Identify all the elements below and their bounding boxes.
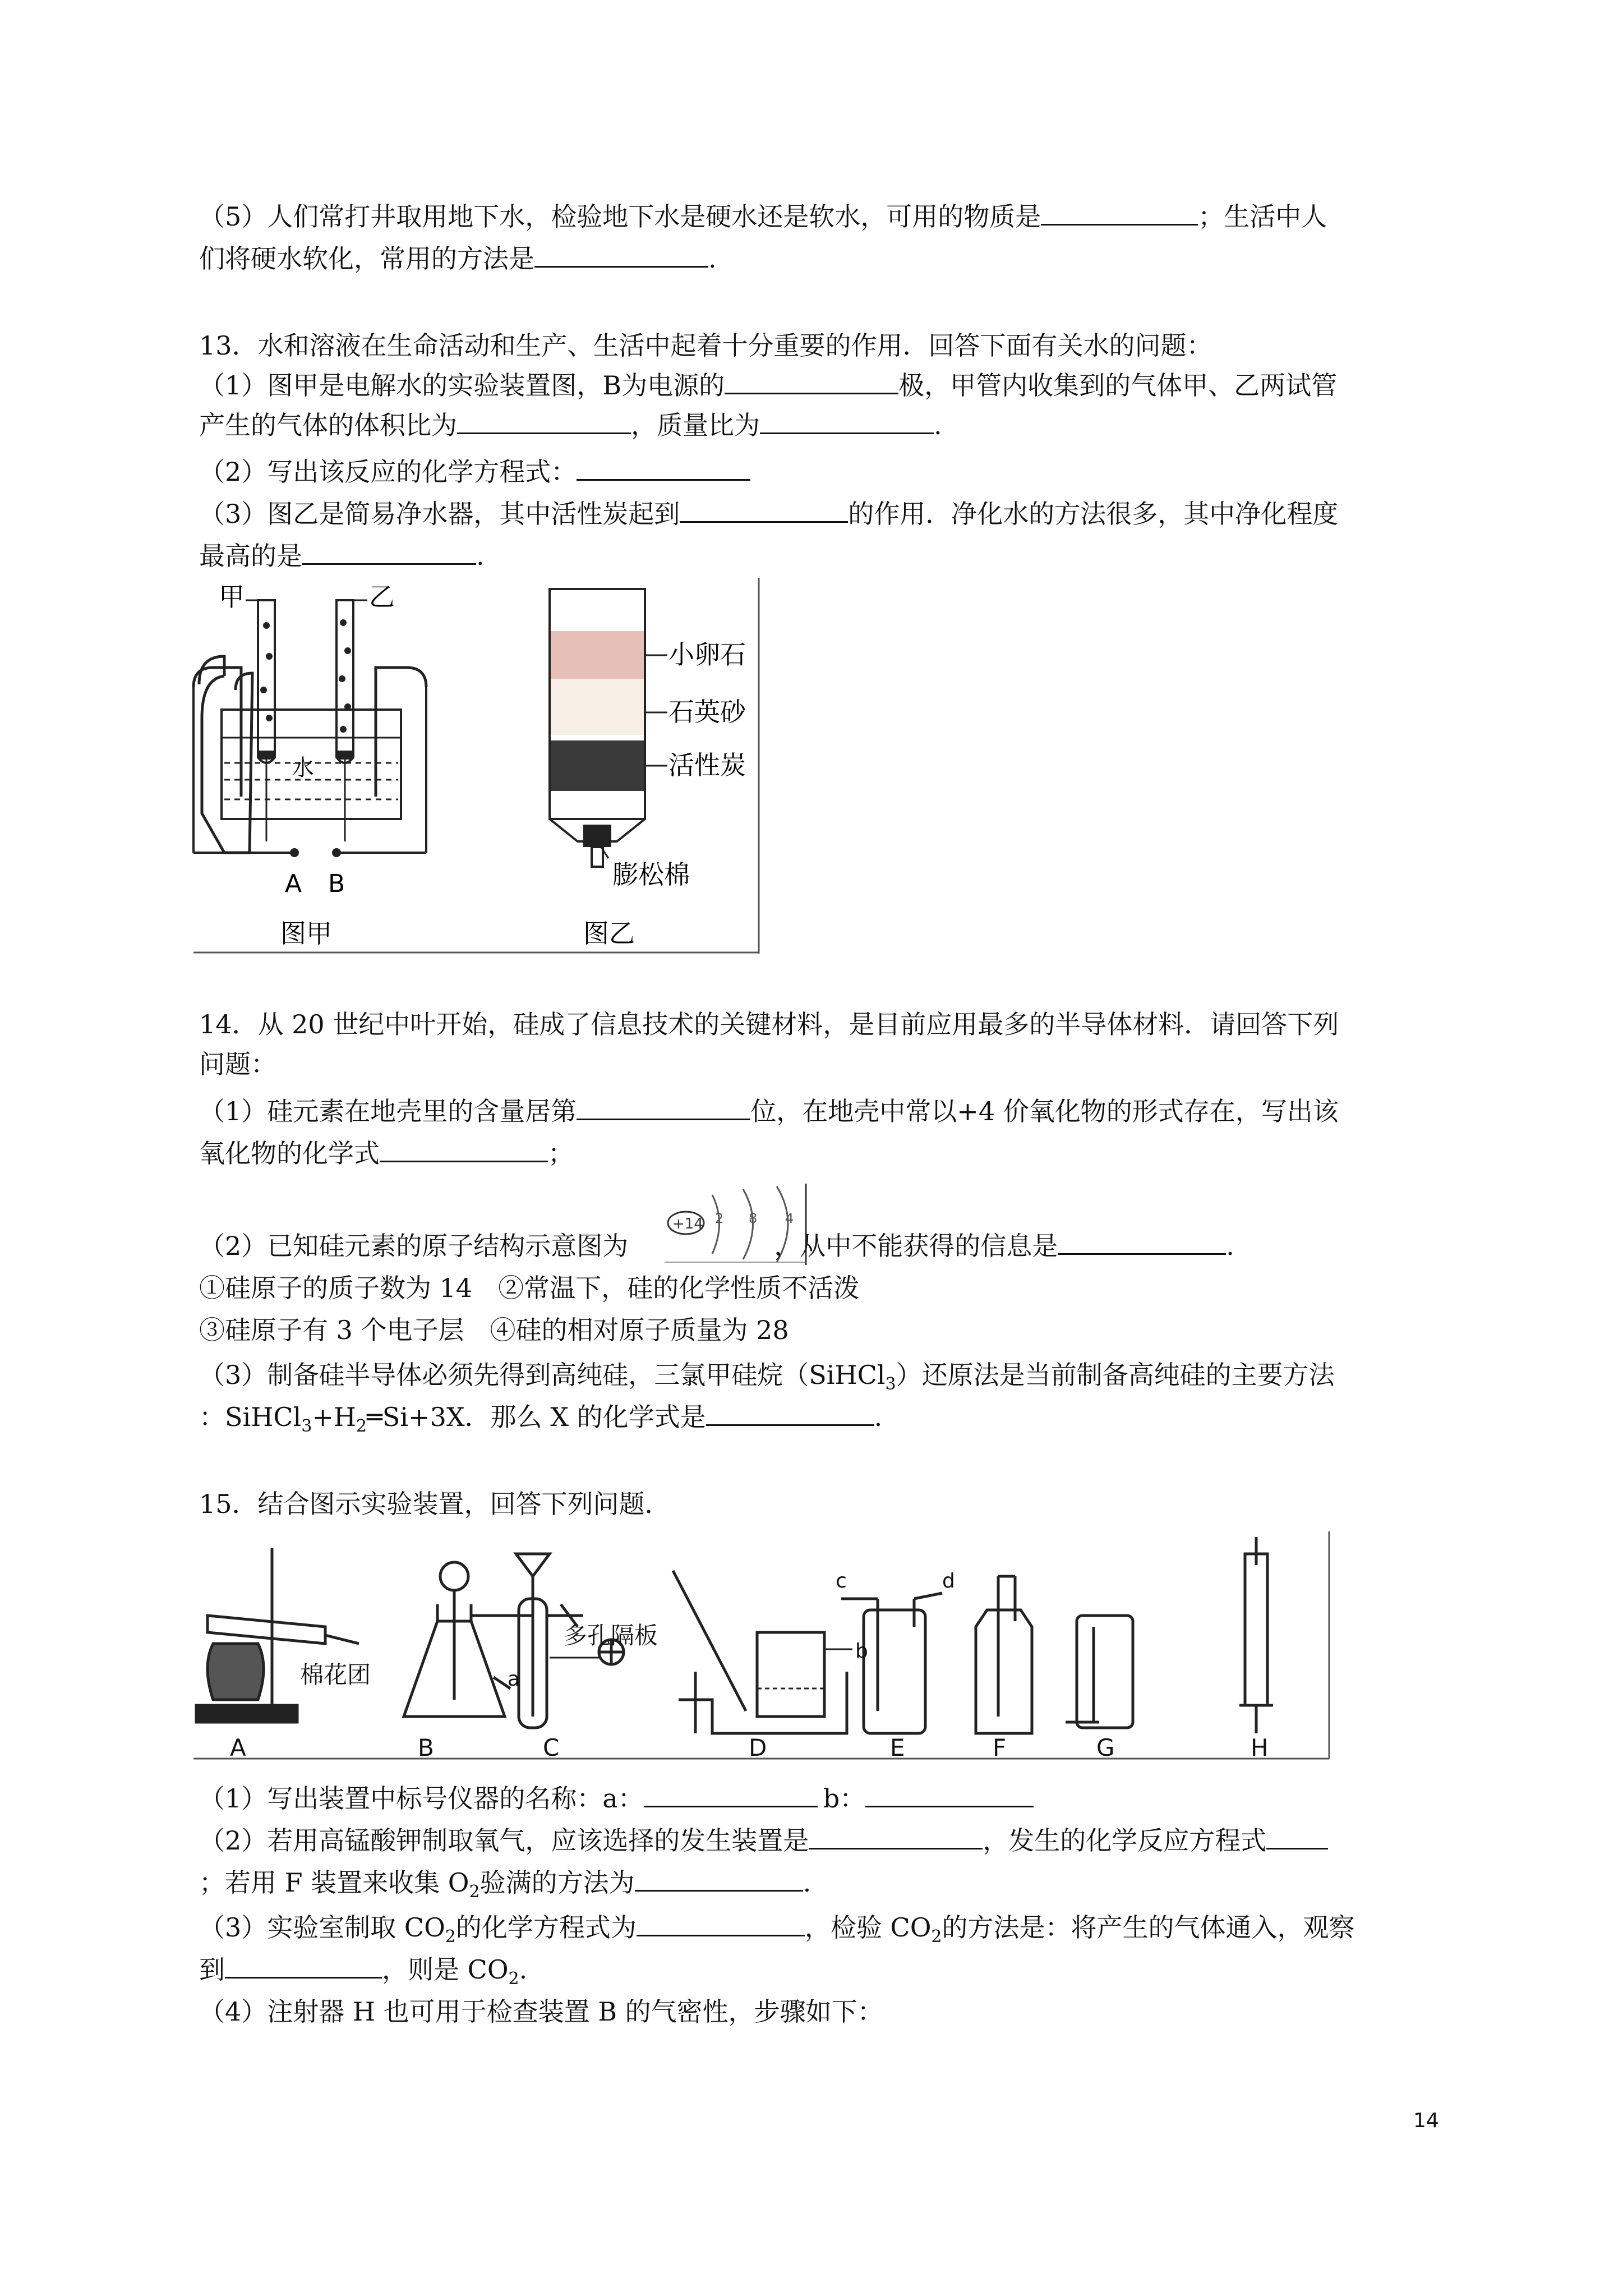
answer-blank[interactable] — [577, 1094, 750, 1120]
cotton-label: 膨松棉 — [612, 859, 690, 890]
label-c: c — [836, 1570, 847, 1593]
answer-blank[interactable] — [637, 1910, 805, 1936]
answer-blank[interactable] — [760, 408, 934, 434]
q14-part1-line2: 氧化物的化学式 ； — [199, 1136, 574, 1171]
label-E: E — [890, 1734, 905, 1761]
answer-blank[interactable] — [1266, 1823, 1328, 1849]
apparatus-f-bottle — [976, 1576, 1032, 1733]
q14-part3-line2: ：$SiHCl_3+H_2═Si+3X$．那么 X 的化学式是 . — [199, 1400, 882, 1444]
answer-blank[interactable] — [865, 1781, 1034, 1807]
tube-left-label: 甲 — [219, 582, 245, 612]
q14-stem-line1: 14．从 20 世纪中叶开始，硅成了信息技术的关键材料，是目前应用最多的半导体材料．请回答下列 — [199, 1009, 1339, 1039]
label-B: B — [418, 1734, 434, 1761]
q15-stem: 15．结合图示实验装置，回答下列问题． — [199, 1489, 671, 1519]
shell-1-electrons: 2 — [715, 1211, 724, 1226]
pebble-label: 小卵石 — [668, 639, 746, 670]
label-porous-plate: 多孔隔板 — [564, 1622, 658, 1649]
q13-part1-line1: （1）图甲是电解水的实验装置图，B为电源的 极，甲管内收集到的气体甲、乙两试管 — [199, 368, 1337, 403]
answer-blank[interactable] — [1041, 199, 1198, 226]
tube-right-label: 乙 — [369, 582, 395, 612]
quartz-sand-label: 石英砂 — [668, 697, 746, 727]
answer-blank[interactable] — [635, 1865, 803, 1892]
answer-blank[interactable] — [302, 539, 476, 565]
label-d: d — [942, 1570, 955, 1593]
label-D: D — [749, 1734, 767, 1761]
q14-option-line1: ①硅原子的质子数为 14 ②常温下，硅的化学性质不活泼 — [199, 1273, 860, 1303]
label-C: C — [543, 1734, 560, 1761]
q13-stem: 13．水和溶液在生命活动和生产、生活中起着十分重要的作用．回答下面有关水的问题： — [199, 330, 1212, 361]
q13-part1-line2: 产生的气体的体积比为 ，质量比为 . — [199, 408, 942, 443]
q15-part2-line2: ；若用 F 装置来收集 $O_2$验满的方法为 . — [199, 1865, 811, 1910]
q13-part2: （2）写出该反应的化学方程式： — [199, 454, 750, 489]
answer-blank[interactable] — [1058, 1228, 1226, 1255]
shell-3-electrons: 4 — [785, 1211, 794, 1226]
q14-stem-line2: 问题： — [199, 1049, 276, 1079]
apparatus-e-gas-bottle — [841, 1593, 942, 1733]
q13-part3-line1: （3）图乙是简易净水器，其中活性炭起到 的作用．净化水的方法很多，其中净化程度 — [199, 496, 1338, 531]
answer-blank[interactable] — [225, 1952, 382, 1978]
answer-blank[interactable] — [457, 408, 631, 434]
water-filter — [550, 589, 667, 867]
figure-yi-caption: 图乙 — [583, 918, 635, 949]
electrolysis-and-filter-figure — [191, 578, 768, 956]
answer-blank[interactable] — [534, 241, 708, 268]
answer-blank[interactable] — [680, 496, 848, 523]
electrode-b-label: B — [328, 869, 345, 898]
q12-5-line1: （5）人们常打井取用地下水，检验地下水是硬水还是软水，可用的物质是 ；生活中人 — [199, 199, 1327, 234]
q14-part2: （2）已知硅元素的原子结构示意图为 ，从中不能获得的信息是 . — [199, 1228, 1234, 1263]
label-H: H — [1251, 1734, 1269, 1761]
q15-part4: （4）注射器 H 也可用于检查装置 B 的气密性，步骤如下： — [199, 1996, 883, 2027]
apparatus-a-heating-tube — [196, 1548, 359, 1722]
answer-blank[interactable] — [706, 1400, 874, 1426]
apparatus-d-water-trough — [673, 1571, 852, 1733]
electrode-a-label: A — [285, 869, 302, 898]
answer-blank[interactable] — [577, 454, 750, 481]
label-A: A — [230, 1734, 246, 1761]
lab-apparatus-figure — [191, 1531, 1340, 1767]
water-label: 水 — [292, 755, 314, 781]
apparatus-h-syringe — [1239, 1537, 1273, 1733]
nucleus-charge: +14 — [672, 1216, 703, 1232]
q15-part3-line1: （3）实验室制取 $CO_2$的化学方程式为 ，检验 $CO_2$的方法是：将产生的气体通入，观察 — [199, 1910, 1355, 1954]
q13-part3-line2: 最高的是 . — [199, 539, 485, 573]
activated-carbon-label: 活性炭 — [668, 750, 746, 780]
q14-part1-line1: （1）硅元素在地壳里的含量居第 位，在地壳中常以+4 价氧化物的形式存在，写出该 — [199, 1094, 1339, 1129]
answer-blank[interactable] — [644, 1781, 818, 1807]
label-b: b — [855, 1640, 868, 1663]
answer-blank[interactable] — [380, 1136, 548, 1162]
label-G: G — [1096, 1734, 1115, 1761]
shell-2-electrons: 8 — [749, 1211, 758, 1226]
answer-blank[interactable] — [809, 1823, 983, 1849]
apparatus-g-bottle — [1066, 1616, 1133, 1728]
figure-jia-caption: 图甲 — [280, 918, 332, 949]
q15-part3-line2: 到 ，则是 $CO_2$. — [199, 1952, 527, 1996]
page-number: 14 — [1413, 2109, 1439, 2132]
label-cotton: 棉花团 — [300, 1661, 371, 1688]
q14-part3-line1: （3）制备硅半导体必须先得到高纯硅，三氯甲硅烷（SiHCl$_3$）还原法是当前制备高纯硅的主要方法 — [199, 1360, 1335, 1395]
q15-part1: （1）写出装置中标号仪器的名称：a： b： — [199, 1781, 1034, 1816]
q15-part2-line1: （2）若用高锰酸钾制取氧气，应该选择的发生装置是 ，发生的化学反应方程式 — [199, 1823, 1328, 1858]
apparatus-b-flask — [404, 1562, 533, 1717]
electrolysis-apparatus — [193, 600, 426, 853]
answer-blank[interactable] — [725, 368, 898, 394]
label-a: a — [508, 1668, 520, 1691]
q14-option-line2: ③硅原子有 3 个电子层 ④硅的相对原子质量为 28 — [199, 1315, 789, 1345]
label-F: F — [993, 1734, 1007, 1761]
q12-5-line2: 们将硬水软化，常用的方法是 . — [199, 241, 717, 276]
